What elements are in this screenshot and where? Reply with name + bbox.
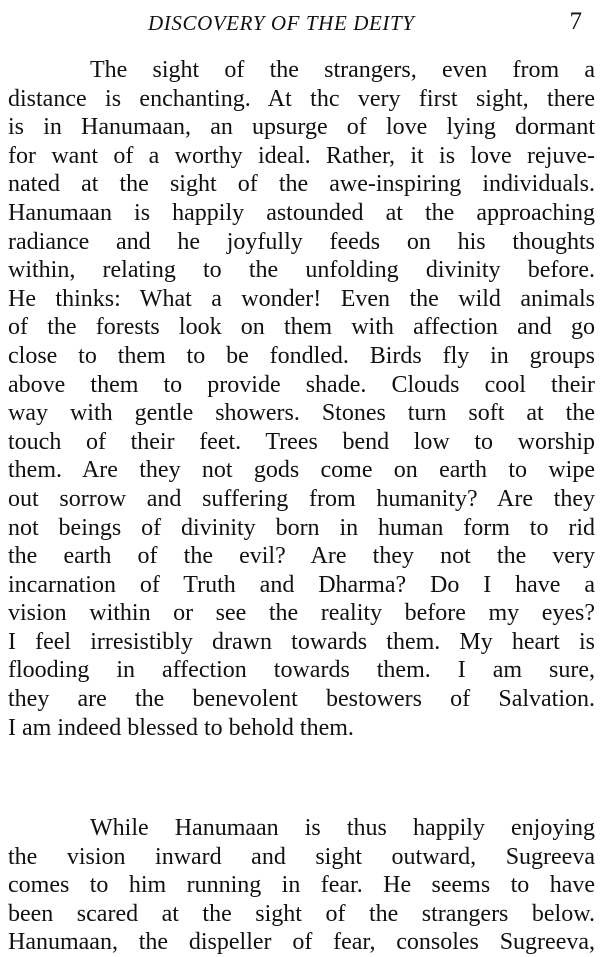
text-line: not beings of divinity born in human form to rid [8,514,595,541]
text-line: He thinks: What a wonder! Even the wild animals [8,285,595,312]
text-line: within, relating to the unfolding divinity before. [8,257,595,284]
text-line: The sight of the strangers, even from a [90,57,595,83]
text-line: out sorrow and suffering from humanity? Are they [8,485,595,512]
text-line: I feel irresistibly drawn towards them. My heart is [8,628,595,655]
text-line: of the forests look on them with affection and go [8,314,595,341]
text-line: Hanumaan is happily astounded at the approaching [8,199,595,226]
text-line: for want of a worthy ideal. Rather, it is love rejuve- [8,142,595,169]
text-line: incarnation of Truth and Dharma? Do I have a [8,571,595,598]
running-head [8,6,582,40]
chapter-title: DISCOVERY OF THE DEITY [148,11,415,35]
text-line: way with gentle showers. Stones turn soft at the [8,400,595,427]
page-number: 7 [569,8,582,35]
text-line: the earth of the evil? Are they not the very [8,543,595,570]
paragraph [8,814,595,957]
text-line: is in Hanumaan, an upsurge of love lying dormant [8,114,595,141]
text-line: close to them to be fondled. Birds fly in groups [8,342,595,369]
text-line: radiance and he joyfully feeds on his thoughts [8,228,595,255]
text-line: the vision inward and sight outward, Sugreeva [8,843,595,870]
text-line: been scared at the sight of the strangers below. [8,900,595,927]
text-line: Hanumaan, the dispeller of fear, consoles Sugreeva, [8,929,595,956]
text-line: distance is enchanting. At thc very first sight, there [8,85,595,112]
text-line: touch of their feet. Trees bend low to worship [8,428,595,455]
text-line: flooding in affection towards them. I am sure, [8,657,595,684]
text-line: they are the benevolent bestowers of Salvation. [8,686,595,713]
text-line: nated at the sight of the awe-inspiring individuals. [8,171,595,198]
text-line: vision within or see the reality before my eyes? [8,600,595,627]
text-line: them. Are they not gods come on earth to wipe [8,457,595,484]
text-line: above them to provide shade. Clouds cool their [8,371,595,398]
paragraph [8,56,595,742]
text-line: While Hanumaan is thus happily enjoying [90,815,595,841]
text-line: comes to him running in fear. He seems to have [8,872,595,899]
text-line: I am indeed blessed to behold them. [8,714,354,741]
